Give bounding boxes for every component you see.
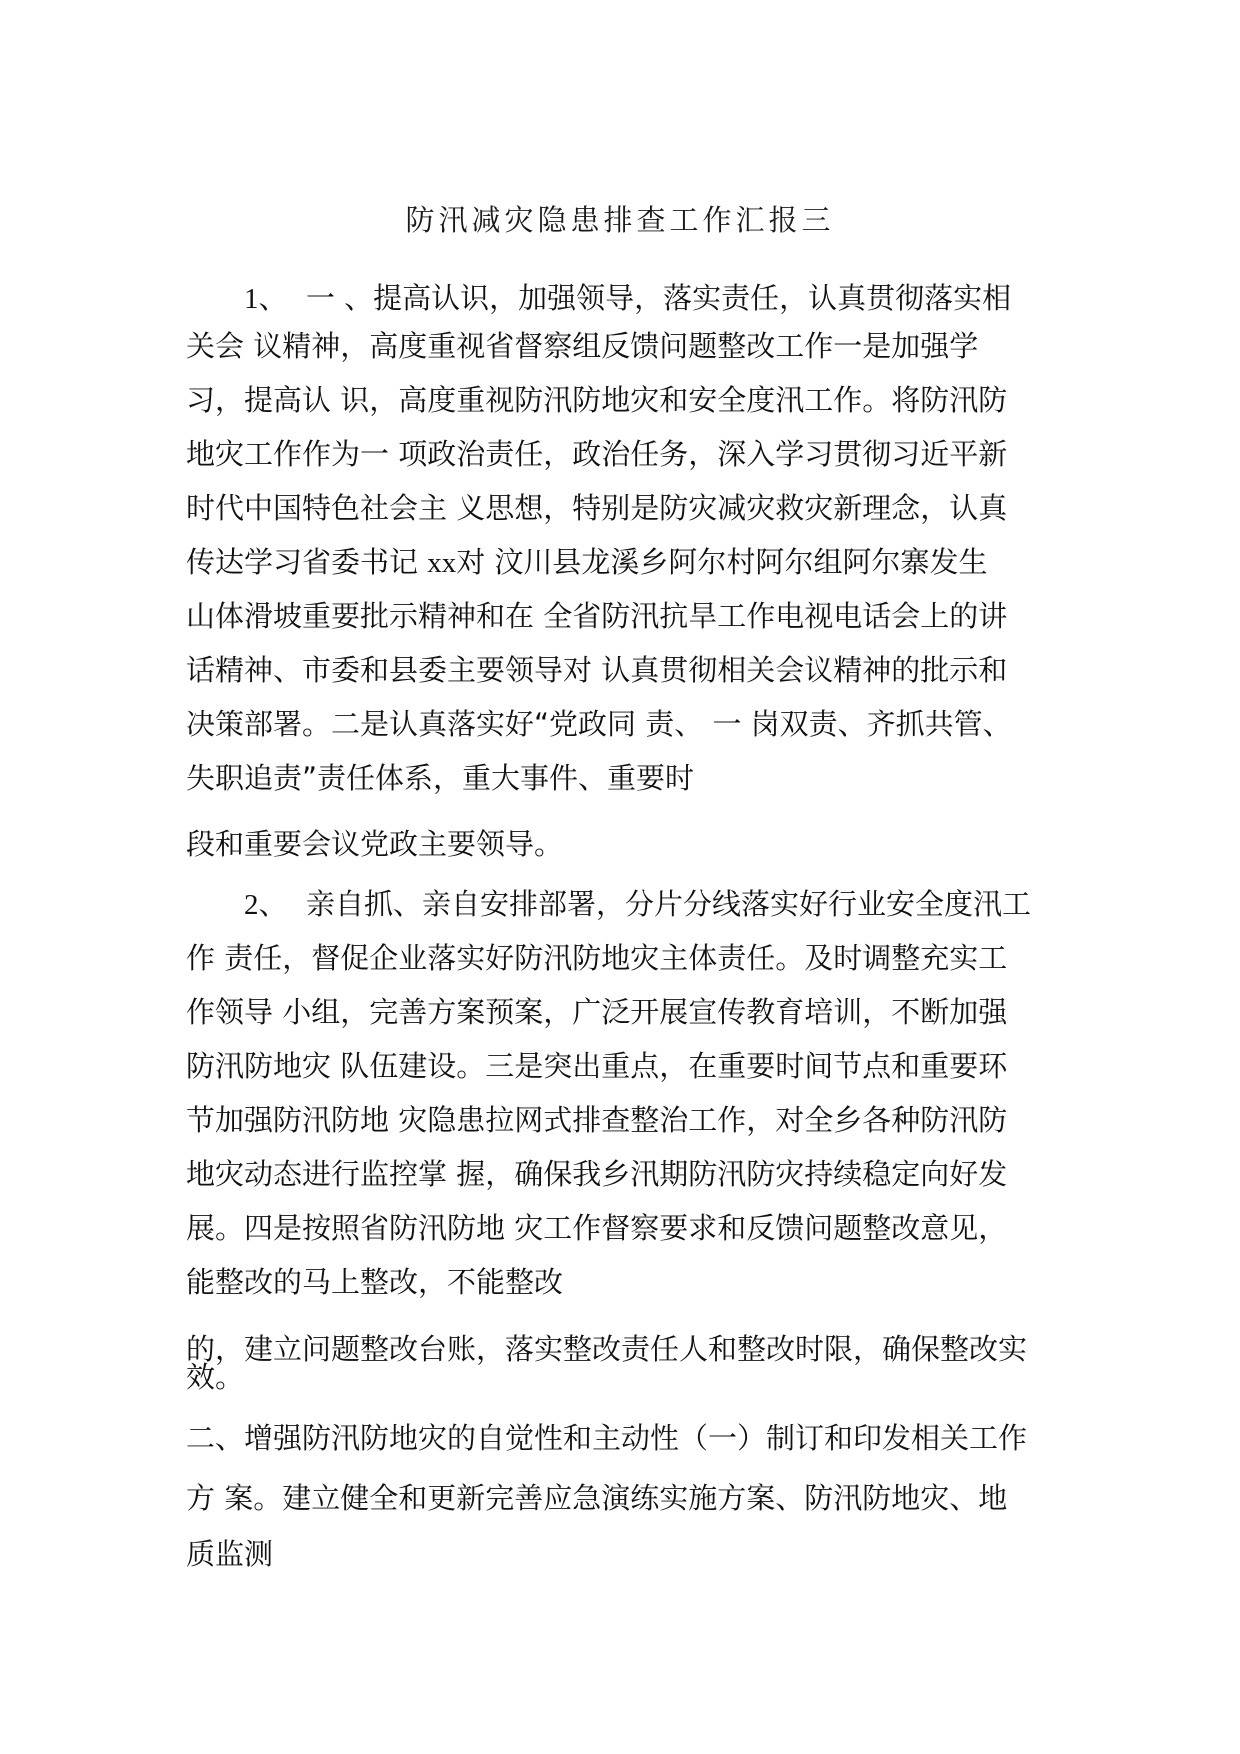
paragraph-2-line-3: 作领导 小组，完善方案预案，广泛开展宣传教育培训，不断加强	[186, 995, 1008, 1029]
paragraph-1-line-5: 时代中国特色社会主 义思想，特别是防灾减灾救灾新理念，认真	[186, 491, 1008, 525]
paragraph-1-line-8: 话精神、市委和县委主要领导对 认真贯彻相关会议精神的批示和	[186, 653, 1008, 687]
paragraph-1-line-2: 关会 议精神，高度重视省督察组反馈问题整改工作一是加强学	[186, 329, 979, 363]
paragraph-1-line-1	[244, 278, 1011, 319]
section-2-line-1: 二、增强防汛防地灾的自觉性和主动性（一）制订和印发相关工作	[186, 1421, 1028, 1455]
paragraph-1-line-3: 习，提高认 识，高度重视防汛防地灾和安全度汛工作。将防汛防	[186, 383, 1008, 417]
section-2-line-3: 质监测	[186, 1537, 274, 1571]
paragraph-2-line-4: 防汛防地灾 队伍建设。三是突出重点，在重要时间节点和重要环	[186, 1049, 1008, 1083]
paragraph-2-tail-line-1: 的，建立问题整改台账，落实整改责任人和整改时限，确保整改实	[186, 1332, 1028, 1366]
paragraph-1-line-10: 失职追责”责任体系，重大事件、重要时	[186, 761, 695, 795]
paragraph-1-line-9: 决策部署。二是认真落实好“党政同 责、 一 岗双责、齐抓共管、	[186, 707, 1012, 741]
paragraph-2-line-2: 作 责任，督促企业落实好防汛防地灾主体责任。及时调整充实工	[186, 941, 1008, 975]
paragraph-1-text: 一 、提高认识，加强领导，落实责任，认真贯彻落实相	[305, 281, 1012, 315]
paragraph-1-line-7: 山体滑坡重要批示精神和在 全省防汛抗旱工作电视电话会上的讲	[186, 599, 1008, 633]
section-2-line-2: 方 案。建立健全和更新完善应急演练实施方案、防汛防地灾、地	[186, 1481, 1008, 1515]
document-title: 防汛减灾隐患排查工作汇报三	[405, 203, 835, 237]
paragraph-1-line-6-start: 传达学习省委书记	[186, 545, 428, 579]
paragraph-2-line-7: 展。四是按照省防汛防地 灾工作督察要求和反馈问题整改意见，	[186, 1211, 1008, 1245]
paragraph-2-tail-line-2: 效。	[186, 1360, 245, 1394]
paragraph-1-number: 1、	[244, 283, 288, 315]
paragraph-2-text: 亲自抓、亲自安排部署，分片分线落实好行业安全度汛工	[305, 887, 1031, 921]
paragraph-1-line-4: 地灾工作作为一 项政治责任，政治任务，深入学习贯彻习近平新	[186, 437, 1008, 471]
placeholder-name: xx	[427, 547, 457, 579]
paragraph-1-tail: 段和重要会议党政主要领导。	[186, 827, 564, 861]
paragraph-1-line-6-end: 对 汶川县龙溪乡阿尔村阿尔组阿尔寨发生	[456, 545, 988, 579]
paragraph-2-line-8: 能整改的马上整改，不能整改	[186, 1265, 564, 1299]
paragraph-1-line-6	[186, 542, 987, 583]
paragraph-2-number: 2、	[244, 889, 288, 921]
paragraph-2-line-5: 节加强防汛防地 灾隐患拉网式排查整治工作，对全乡各种防汛防	[186, 1103, 1008, 1137]
paragraph-2-line-6: 地灾动态进行监控掌 握，确保我乡汛期防汛防灾持续稳定向好发	[186, 1157, 1008, 1191]
paragraph-2-line-1	[244, 884, 1031, 925]
